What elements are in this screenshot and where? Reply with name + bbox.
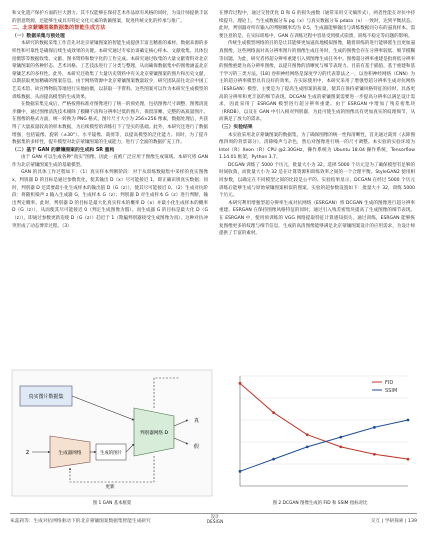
data-point-ssim (407, 419, 410, 422)
data-point-fid (272, 411, 275, 414)
right-column (219, 10, 415, 238)
footer-article-title: 朱蕊莉等：生成对抗网络驱动下的北京蒙镶图案数据集智能生成研究 (10, 519, 151, 524)
figure2-caption: 图 2 DCGAN 图像生成的 FID 和 SSIM 指标对比 (272, 501, 368, 506)
update-label: 更新 (105, 485, 115, 490)
paragraph: DCGAN 训练了 5000 个历元，批量大小为 32。选择 5000 个历元是为了确保模型有足够的时间收敛，而批量大小为 32 是在计算资源和训练效率之间的一个合理平衡。StyleGAN2 使用相同参数，以确定在不同模型之间的比较是公平的。实验结果显示，DCGAN 在经过 5000 个历元训练后能够生成与原始蒙镶图案相似的图案。实验的超参数设置如下：批量大小 32，训练 5000 个历元。 (219, 162, 415, 199)
legend-label: SSIM (385, 387, 398, 394)
data-point-ssim (339, 436, 342, 439)
generator-label: 生成器网络 (58, 451, 82, 456)
gan-diagram (10, 368, 214, 498)
noise-label: z (26, 449, 30, 456)
subsection-heading: （二）基于 GAN 的蒙镶图案的生成和 SR 重构 (12, 147, 115, 153)
paragraph: 传统生成模型网络的目的是让其能够更加逼真地模拟图像，随着训练的进行能够派生出更加逼真图像，这些网络面对高分辨率图片的图像生成任务时，生成的图像会存在分辨率较低、细节模糊等问题。为此，研究者将超分辨率重建引入到图像生成任务中。图像超分辨率重建是指将低分辨率的图像重建为高分辨率图像，以提升图像的清晰度与细节表现力。目前有基于插值、基于重建和基于学习的三类方法。[18] 卷积神经网络是深度学习的代表算法之一，以卷积神经网络（CNN）为主的超分辨率模型具有良好的效果。在实际使用中，本研究采用了增强型超分辨率生成对抗网络（ESRGAN）模型，主要是为了提高生成图案的质量，使其在保持蒙镶风格特征的同时，具备更高的分辨率和更丰富的细节表现。DCGAN 生成的蒙镶图案需要进一步提高分辨率以满足设计需求，因此采用了 ESRGAN 模型进行超分辨率重建。由于 ESRGAN 中增加了残差密集块（RRDB），以及在 GAN 中引入相对判别器，为此可使生成的图像具有更加真实的纹理细节，从而满足了放大的需求。 (219, 41, 415, 123)
subsection-heading: （一）数据采集与预处理 (12, 33, 65, 39)
subsection-heading: （三）实验结果 (219, 124, 253, 130)
footer-divider (10, 513, 417, 514)
paragraph: 本研究利用增强型超分辨率生成对抗网络（ESRGAN）将 DCGAN 生成的图像进行超分辨率重建。ESRGAN 在保持图像风格特征的同时，通过引入残差密集块提高了生成图像的细节表现。在 ESRGAN 中，使用预训练的 VGG 网络提取特征计算感知损失，通过训练，ESRGAN 能够恢复图像更多的纹理与细节信息，生成的高清图像能够满足北京蒙镶图案设计的应用需求，为设计师提供了丰富的素材。 (219, 200, 415, 237)
data-point-fid (306, 433, 309, 436)
discriminator-label: 判别器网络 D (140, 431, 168, 436)
gan-framework-figure (10, 368, 214, 498)
metrics-chart-figure (222, 366, 418, 500)
left-column (12, 10, 208, 230)
data-point-fid (239, 382, 242, 385)
data-point-ssim (306, 445, 309, 448)
journal-logo (200, 515, 230, 525)
paragraph: 在数据采集完成后，严格按照标准对图像进行了统一的预处理，包括图像尺寸调整、图像清洗步骤中，通过图像清洗技术剔除了模糊不清和分辨率过低的图片，保留清晰、完整的高质量图片。在图像的格式方面，统一转换为 PNG 格式，图片尺寸大小为 256×256 像素，数据处理后，共获得了大量质量较高的样本数据，为后续模型的训练打下了坚实的基础。此外，本研究还进行了数据增强，包括镜像、旋转（±30°）、水平镜像、裁剪等，以提高模型的泛化能力。同时，为了提升数据集的多样性，提升模型对北京蒙镶图案的生成能力，进行了全面的数据扩充工作。 (12, 102, 208, 146)
data-point-ssim (272, 458, 275, 461)
data-point-fid (373, 453, 376, 456)
paragraph: 在博弈过程中，通过交替优化 D 和 G 的损失函数（通常采用交叉熵形式），两者性能在对抗中持续提升。理论上，当生成数据分布 pg（x）与真实数据分布 pdata（x）一致时，达到平衡状态。此时，判别器对所有输入的判断概率均为 0.5，生成器能够输出与训练数据同分布的逼真样本。需要注意的是，在实际训练中，GAN 在训练过程中容易受到模式崩溃、训练不稳定等问题的影响。 (219, 11, 415, 39)
paragraph: 由于 GAN 可以生成各种“真实”图像，因此一直被广泛应用于图像生成领域。本研究将 GAN 作为北京蒙镶图案生成的基础模型。 (12, 155, 208, 168)
data-point-ssim (373, 426, 376, 429)
fake-output-label: 假 (194, 444, 200, 450)
data-point-ssim (239, 470, 242, 473)
section-heading: 二、北京蒙镶图案数据集的智能生成方法 (12, 25, 106, 32)
journal-logo-bottom: DESIGN (206, 520, 224, 525)
paragraph: 和文化遗产保护方面的巨大潜力。其不仅能够在保持艺术作品原有风格的同时，为设计师提供丰富的创意资源，还能够生成具有特定文化元素的新颖图案，促进传统文化的传承与推广。 (12, 11, 208, 24)
metrics-chart (222, 366, 418, 500)
real-dataset-label: 真实图片数据集 (28, 394, 64, 400)
figure1-caption: 图 1 GAN 基本框架 (92, 501, 132, 506)
legend-label: FID (385, 379, 394, 386)
paragraph: 本研究的数据采集工作首先对北京蒙镶图案的智能生成提供丰富且精准的素材。数据来源的多样性和可靠性是确保后续生成效果的关键。本研究通过专家访谈确定核心样本、文献收集、具体包括摄影等数据收集、文献、图书资料和数字化的工作完成。本研究通过收集的大量文献资料对北京蒙镶图案的各种形态、艺术风格、工艺技法进行了分类与整理，从而确保数据集中的图像涵盖北京蒙镶艺术的多样性。此外，本研究还收集了大量历史资料中有关北京蒙镶图案的图片和历史文献，以期获取更加精确的图案信息。由于网络资源中北京蒙镶图案数量较少，研究团队前往北京中国工艺美术馆、故宫博物院等地进行实地拍摄，以获取一手资料。这些图案可以作为本研究生成模型的训练数据，从而提高模型的生成效果。 (12, 41, 208, 100)
data-point-fid (407, 458, 410, 461)
paragraph: 本实验采用北京蒙镶图案的数据集，为了确保图像的统一性和清晰性，首先通过裁剪（去除图像四周的背景部分），清除噪声与杂色，然后对图像进行统一的尺寸调整。本实验的实验环境为 Intel（R）Xeon（R）CPU @2.30GHz，操作系统为 Ubuntu 18.04 操作系统，Tensorflow 1.14.01 框架，Python 3.7。 (219, 132, 415, 161)
real-output-label: 真 (194, 418, 200, 424)
paragraph: GAN 的具体工作过程如下：（1）真实样本判断阶段：对于从训练数据集中采样的真实图像 x，判别器 D 的目标是通过参数优化，使其输出 D（x）尽可能接近 1，即正确识别真实数据；同时，判别器 D 还需要最小化生成样本的输出值 D（G（z）），使其尽可能接近 0。（2）生成对抗阶段：将随机噪声 z 输入生成器 G，生成样本 G（z）；判别器 D 对生成样本 G（z）进行判断，输出判定概率。此时，判别器 D 的目标是最大化真实样本的概率 D（x）并最小化生成样本的概率 D（G（z）），从而使其尽可能接近 0（判定生成图像为假）。而生成器 G 的目标是最大化 D（G（z）），即通过参数更新迫使 D（G（z））趋近于 1（欺骗判别器接受生成图像为真）。这种对抗冲突形成了动态博弈过程。（3） (12, 170, 208, 229)
journal-logo-top: 设计 (210, 515, 220, 520)
footer-page-info: 交互 | 学研探索 | 139 (370, 519, 417, 524)
fake-image-label: 生成的图片 (100, 451, 122, 456)
data-point-fid (339, 445, 342, 448)
